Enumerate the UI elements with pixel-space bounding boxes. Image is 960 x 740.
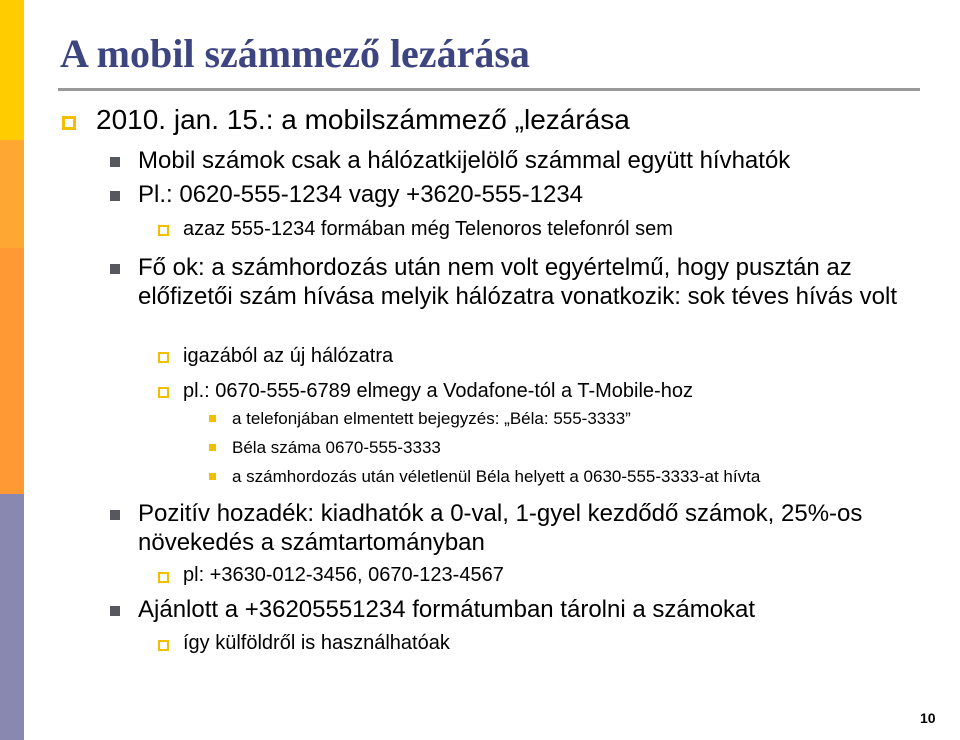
bullet-text: Ajánlott a +36205551234 formátumban tárolni a számokat	[138, 596, 756, 623]
slide-title: A mobil számmező lezárása	[60, 31, 530, 76]
bullet-text: a számhordozás után véletlenül Béla helyett a 0630-555-3333-at hívta	[232, 467, 761, 486]
bullet-text: Mobil számok csak a hálózatkijelölő számmal együtt hívhatók	[138, 147, 791, 174]
bullet-l1	[138, 253, 928, 311]
bullet-text: pl.: 0670-555-6789 elmegy a Vodafone-tól a T-Mobile-hoz	[183, 380, 693, 402]
bullet-l2	[183, 345, 393, 368]
filled-square-bullet-icon	[110, 510, 120, 520]
bullet-l1	[138, 181, 583, 209]
bullet-text: Pl.: 0620-555-1234 vagy +3620-555-1234	[138, 181, 584, 208]
bullet-text: így külföldről is használhatóak	[183, 632, 450, 654]
hollow-square-bullet-icon	[158, 640, 169, 651]
bullet-l2	[183, 632, 450, 655]
bullet-l2	[183, 564, 504, 587]
hollow-square-bullet-icon	[158, 387, 169, 398]
bullet-text: 2010. jan. 15.: a mobilszámmező „lezárása	[96, 104, 630, 135]
hollow-square-bullet-icon	[62, 116, 76, 130]
hollow-square-bullet-icon	[158, 572, 169, 583]
bullet-text: Béla száma 0670-555-3333	[232, 438, 441, 457]
filled-square-bullet-icon	[110, 606, 120, 616]
small-square-bullet-icon	[209, 415, 216, 422]
bullet-l1	[138, 499, 928, 557]
bullet-text: a telefonjában elmentett bejegyzés: „Béla: 555-3333”	[232, 409, 631, 428]
bullet-l3	[232, 438, 441, 458]
bullet-l0	[96, 104, 630, 136]
page-number: 10	[920, 710, 936, 726]
bullet-text: Fő ok: a számhordozás után nem volt egyértelmű, hogy pusztán az előfizetői szám hívása melyik hálózatra vonatkozik: sok téves hívás volt	[138, 254, 897, 310]
bullet-text: igazából az új hálózatra	[183, 345, 394, 367]
small-square-bullet-icon	[209, 473, 216, 480]
hollow-square-bullet-icon	[158, 225, 169, 236]
small-square-bullet-icon	[209, 444, 216, 451]
hollow-square-bullet-icon	[158, 352, 169, 363]
bullet-l2	[183, 380, 693, 403]
filled-square-bullet-icon	[110, 264, 120, 274]
bullet-text: pl: +3630-012-3456, 0670-123-4567	[183, 564, 504, 586]
bullet-l1	[138, 147, 790, 175]
bullet-l3	[232, 467, 760, 487]
bullet-l3	[232, 409, 631, 429]
bullet-text: azaz 555-1234 formában még Telenoros telefonról sem	[183, 218, 673, 240]
bullet-l2	[183, 218, 673, 241]
filled-square-bullet-icon	[110, 191, 120, 201]
bullet-text: Pozitív hozadék: kiadhatók a 0-val, 1-gyel kezdődő számok, 25%-os növekedés a számtartományban	[138, 500, 863, 556]
filled-square-bullet-icon	[110, 157, 120, 167]
bullet-l1	[138, 596, 755, 624]
